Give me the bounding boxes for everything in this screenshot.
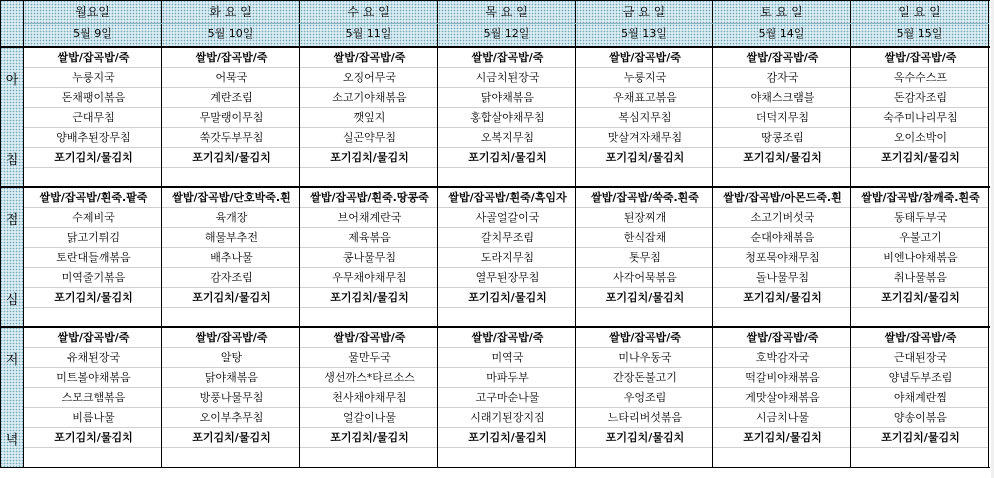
menu-cell-dinner-thu: 고구마순나물 (475, 391, 540, 404)
menu-cell-lunch-wed: 쌀밥/잡곡밥/흰죽.땅콩죽 (310, 191, 429, 204)
menu-cell-lunch-sat: 순대야채볶음 (750, 231, 815, 244)
menu-cell-breakfast-mon: 누룽지국 (72, 71, 115, 84)
menu-cell-lunch-mon: 닭고기튀김 (66, 231, 121, 244)
menu-cell-breakfast-tue: 쌀밥/잡곡밥/죽 (195, 51, 268, 64)
column-line (299, 0, 300, 468)
row-gridline (24, 107, 989, 108)
menu-cell-lunch-wed: 제육볶음 (348, 231, 391, 244)
section-line (0, 0, 990, 1)
row-gridline (24, 347, 989, 348)
row-gridline (24, 247, 989, 248)
menu-cell-dinner-wed: 생선까스*타르소스 (324, 371, 415, 384)
menu-cell-breakfast-sat: 땅콩조림 (761, 131, 804, 144)
section-line (0, 46, 990, 48)
menu-cell-lunch-sun: 취나물볶음 (893, 271, 948, 284)
row-gridline (24, 287, 989, 288)
menu-cell-breakfast-fri: 쌀밥/잡곡밥/죽 (609, 51, 681, 64)
menu-cell-breakfast-thu: 오복지무침 (480, 131, 535, 144)
menu-cell-lunch-fri: 한식잡채 (623, 231, 667, 244)
row-gridline (24, 387, 989, 388)
menu-cell-breakfast-thu: 홍합살야채무침 (470, 111, 545, 124)
menu-cell-breakfast-fri: 맛살겨자채무침 (607, 131, 683, 144)
menu-cell-dinner-thu: 쌀밥/잡곡밥/죽 (471, 331, 544, 344)
menu-cell-breakfast-wed: 오징어무국 (342, 71, 397, 84)
menu-cell-dinner-wed: 쌀밥/잡곡밥/죽 (333, 331, 406, 344)
menu-cell-dinner-fri: 미나우동국 (618, 351, 672, 364)
menu-cell-breakfast-mon: 포기김치/물김치 (54, 151, 133, 164)
column-line (988, 0, 989, 468)
menu-cell-dinner-tue: 오이부추무침 (199, 411, 264, 424)
menu-cell-dinner-sat: 포기김치/물김치 (743, 431, 822, 444)
menu-cell-dinner-sat: 쌀밥/잡곡밥/죽 (746, 331, 819, 344)
menu-cell-dinner-sun: 근대된장국 (893, 351, 948, 364)
menu-cell-dinner-tue: 닭야채볶음 (204, 371, 259, 384)
menu-cell-breakfast-sat: 더덕지무침 (755, 111, 810, 124)
menu-cell-breakfast-sun: 포기김치/물김치 (881, 151, 960, 164)
menu-cell-dinner-wed: 얼갈이나물 (342, 411, 397, 424)
row-gridline (24, 207, 989, 208)
menu-cell-lunch-mon: 쌀밥/잡곡밥/흰죽.팥죽 (39, 191, 148, 204)
menu-cell-lunch-wed: 우무채야채무침 (332, 271, 407, 284)
menu-cell-breakfast-tue: 계란조림 (210, 91, 253, 104)
menu-cell-breakfast-tue: 포기김치/물김치 (192, 151, 271, 164)
day-name-wed: 수 요 일 (347, 5, 390, 19)
meal-label-dinner-top: 저 (5, 353, 19, 368)
menu-cell-breakfast-fri: 복심지무침 (618, 111, 672, 124)
menu-cell-dinner-sat: 게맛살야채볶음 (745, 391, 820, 404)
menu-cell-lunch-sat: 포기김치/물김치 (743, 291, 822, 304)
menu-cell-breakfast-sat: 쌀밥/잡곡밥/죽 (746, 51, 819, 64)
day-name-sat: 토 요 일 (760, 5, 803, 19)
menu-cell-breakfast-sun: 오이소박이 (893, 131, 948, 144)
row-gridline (24, 427, 989, 428)
day-name-mon: 월요일 (75, 5, 110, 19)
menu-cell-lunch-mon: 미역줄기볶음 (61, 271, 126, 284)
menu-cell-lunch-sun: 쌀밥/잡곡밥/참깨죽.흰죽 (861, 191, 980, 204)
menu-cell-lunch-tue: 쌀밥/잡곡밥/단호박죽.흰 (172, 191, 291, 204)
menu-cell-breakfast-mon: 돈채팽이볶음 (61, 91, 126, 104)
menu-cell-breakfast-sat: 감자국 (766, 71, 799, 84)
menu-cell-dinner-sat: 시금치나물 (755, 411, 810, 424)
menu-cell-lunch-thu: 쌀밥/잡곡밥/흰죽/흑임자 (448, 191, 567, 204)
menu-cell-dinner-mon: 쌀밥/잡곡밥/죽 (57, 331, 130, 344)
menu-cell-dinner-fri: 포기김치/물김치 (605, 431, 685, 444)
menu-cell-dinner-fri: 간장돈불고기 (613, 371, 677, 384)
date-thu: 5월 12일 (483, 27, 530, 40)
menu-cell-lunch-tue: 감자조림 (210, 271, 253, 284)
menu-cell-dinner-sun: 야채계란찜 (893, 391, 948, 404)
menu-cell-lunch-fri: 포기김치/물김치 (605, 291, 685, 304)
menu-cell-breakfast-sat: 포기김치/물김치 (743, 151, 822, 164)
menu-cell-dinner-mon: 미트볼야채볶음 (56, 371, 131, 384)
menu-cell-dinner-wed: 천사채야채무침 (332, 391, 407, 404)
menu-cell-breakfast-sun: 돈감자조림 (893, 91, 948, 104)
column-line (161, 0, 162, 468)
menu-cell-dinner-sat: 호박감자국 (755, 351, 810, 364)
menu-cell-breakfast-wed: 포기김치/물김치 (330, 151, 409, 164)
menu-cell-breakfast-sat: 야채스크램블 (750, 91, 815, 104)
menu-cell-dinner-fri: 쌀밥/잡곡밥/죽 (609, 331, 681, 344)
menu-cell-breakfast-thu: 시금치된장국 (475, 71, 540, 84)
row-gridline (24, 227, 989, 228)
menu-cell-dinner-wed: 포기김치/물김치 (330, 431, 409, 444)
row-gridline (24, 407, 989, 408)
column-line (23, 0, 24, 468)
menu-cell-lunch-mon: 포기김치/물김치 (54, 291, 133, 304)
section-line (0, 326, 990, 328)
column-line (712, 0, 713, 468)
menu-cell-dinner-fri: 느타리버섯볶음 (607, 411, 683, 424)
menu-cell-breakfast-sun: 옥수수스프 (893, 71, 948, 84)
row-gridline (24, 67, 989, 68)
menu-cell-breakfast-mon: 근대무침 (72, 111, 115, 124)
menu-cell-lunch-fri: 사각어묵볶음 (613, 271, 677, 284)
menu-cell-dinner-tue: 알탕 (220, 351, 243, 364)
menu-cell-breakfast-tue: 어묵국 (215, 71, 248, 84)
menu-cell-lunch-wed: 브어채계란국 (337, 211, 402, 224)
menu-cell-breakfast-thu: 닭야채볶음 (480, 91, 535, 104)
column-line (0, 0, 1, 468)
menu-cell-lunch-sat: 돌나물무침 (755, 271, 810, 284)
row-gridline (24, 167, 989, 168)
date-sat: 5월 14일 (758, 27, 805, 40)
menu-cell-breakfast-tue: 쑥갓두부무침 (199, 131, 264, 144)
menu-cell-dinner-wed: 물만두국 (348, 351, 391, 364)
column-line (575, 0, 576, 468)
menu-cell-breakfast-mon: 양배추된장무침 (56, 131, 131, 144)
menu-cell-lunch-thu: 사골얼갈이국 (475, 211, 540, 224)
menu-cell-dinner-tue: 포기김치/물김치 (192, 431, 271, 444)
column-line (437, 0, 438, 468)
menu-cell-lunch-sat: 소고기버섯국 (750, 211, 815, 224)
menu-cell-breakfast-wed: 쌀밥/잡곡밥/죽 (333, 51, 406, 64)
menu-cell-breakfast-fri: 우채표고볶음 (613, 91, 677, 104)
day-name-fri: 금 요 일 (622, 5, 666, 19)
menu-cell-breakfast-thu: 포기김치/물김치 (468, 151, 547, 164)
menu-cell-dinner-sat: 떡갈비야채볶음 (745, 371, 820, 384)
menu-cell-lunch-thu: 열무된장무침 (475, 271, 540, 284)
section-line (0, 467, 990, 468)
menu-cell-dinner-mon: 유채된장국 (66, 351, 121, 364)
row-gridline (24, 307, 989, 308)
menu-cell-dinner-mon: 스모크햄볶음 (61, 391, 126, 404)
day-name-tue: 화 요 일 (209, 5, 252, 19)
date-fri: 5월 13일 (621, 27, 667, 40)
menu-cell-dinner-fri: 우엉조림 (623, 391, 667, 404)
menu-cell-lunch-fri: 톳무침 (629, 251, 661, 264)
menu-cell-lunch-sat: 청포묵야채무침 (745, 251, 820, 264)
menu-cell-lunch-mon: 토란대들깨볶음 (56, 251, 131, 264)
row-gridline (24, 147, 989, 148)
menu-cell-lunch-thu: 포기김치/물김치 (468, 291, 547, 304)
menu-cell-lunch-tue: 포기김치/물김치 (192, 291, 271, 304)
menu-cell-dinner-sun: 양송이볶음 (893, 411, 948, 424)
menu-cell-breakfast-mon: 쌀밥/잡곡밥/죽 (57, 51, 130, 64)
menu-cell-lunch-sun: 동태두부국 (893, 211, 948, 224)
menu-cell-dinner-sun: 양념두부조림 (888, 371, 953, 384)
row-gridline (24, 367, 989, 368)
meal-label-lunch-top: 점 (5, 213, 19, 228)
menu-cell-breakfast-thu: 쌀밥/잡곡밥/죽 (471, 51, 544, 64)
menu-cell-dinner-tue: 방풍나물무침 (199, 391, 264, 404)
menu-cell-lunch-sun: 우불고기 (899, 231, 942, 244)
menu-cell-dinner-sun: 포기김치/물김치 (881, 431, 960, 444)
section-line (0, 186, 990, 188)
menu-cell-lunch-tue: 배추나물 (210, 251, 253, 264)
meal-label-lunch-bottom: 심 (5, 293, 19, 308)
menu-cell-breakfast-fri: 포기김치/물김치 (605, 151, 685, 164)
menu-cell-breakfast-wed: 깻잎지 (353, 111, 386, 124)
menu-cell-dinner-sun: 쌀밥/잡곡밥/죽 (884, 331, 957, 344)
menu-cell-breakfast-sun: 쌀밥/잡곡밥/죽 (884, 51, 957, 64)
menu-cell-breakfast-wed: 실곤약무침 (342, 131, 397, 144)
menu-cell-lunch-sun: 비엔나야채볶음 (883, 251, 958, 264)
date-mon: 5월 9일 (73, 27, 112, 40)
menu-cell-dinner-thu: 마파두부 (486, 371, 529, 384)
day-name-sun: 일 요 일 (898, 5, 941, 19)
row-gridline (24, 127, 989, 128)
menu-cell-lunch-fri: 된장찌개 (623, 211, 667, 224)
menu-cell-lunch-fri: 쌀밥/잡곡밥/쑥죽.흰죽 (591, 191, 699, 204)
menu-cell-lunch-tue: 육개장 (215, 211, 248, 224)
menu-cell-lunch-tue: 해물부추전 (204, 231, 259, 244)
meal-label-breakfast-top: 아 (5, 73, 19, 88)
row-gridline (24, 267, 989, 268)
menu-cell-breakfast-sun: 숙주미나리무침 (883, 111, 958, 124)
date-sun: 5월 15일 (896, 27, 943, 40)
menu-cell-breakfast-tue: 무말랭이무침 (199, 111, 264, 124)
menu-cell-lunch-mon: 수제비국 (72, 211, 115, 224)
menu-cell-dinner-tue: 쌀밥/잡곡밥/죽 (195, 331, 268, 344)
menu-cell-breakfast-fri: 누룽지국 (623, 71, 667, 84)
menu-cell-lunch-wed: 포기김치/물김치 (330, 291, 409, 304)
menu-cell-dinner-thu: 포기김치/물김치 (468, 431, 547, 444)
menu-cell-lunch-thu: 갈치무조림 (480, 231, 535, 244)
menu-cell-lunch-thu: 도라지무침 (480, 251, 535, 264)
menu-cell-breakfast-wed: 소고기야채볶음 (332, 91, 407, 104)
row-gridline (24, 447, 989, 448)
header-divider (24, 23, 989, 24)
menu-cell-lunch-sun: 포기김치/물김치 (881, 291, 960, 304)
date-tue: 5월 10일 (207, 27, 254, 40)
menu-cell-lunch-wed: 콩나물무침 (342, 251, 397, 264)
meal-label-dinner-bottom: 녁 (5, 433, 19, 448)
meal-label-breakfast-bottom: 침 (5, 153, 19, 168)
menu-cell-lunch-sat: 쌀밥/잡곡밥/아몬드죽.흰 (723, 191, 842, 204)
menu-cell-dinner-thu: 미역국 (491, 351, 524, 364)
row-gridline (24, 87, 989, 88)
date-wed: 5월 11일 (345, 27, 392, 40)
menu-cell-dinner-mon: 비름나물 (72, 411, 115, 424)
menu-cell-dinner-mon: 포기김치/물김치 (54, 431, 133, 444)
day-name-thu: 목 요 일 (485, 5, 528, 19)
menu-cell-dinner-thu: 시래기된장지짐 (470, 411, 545, 424)
column-line (850, 0, 851, 468)
